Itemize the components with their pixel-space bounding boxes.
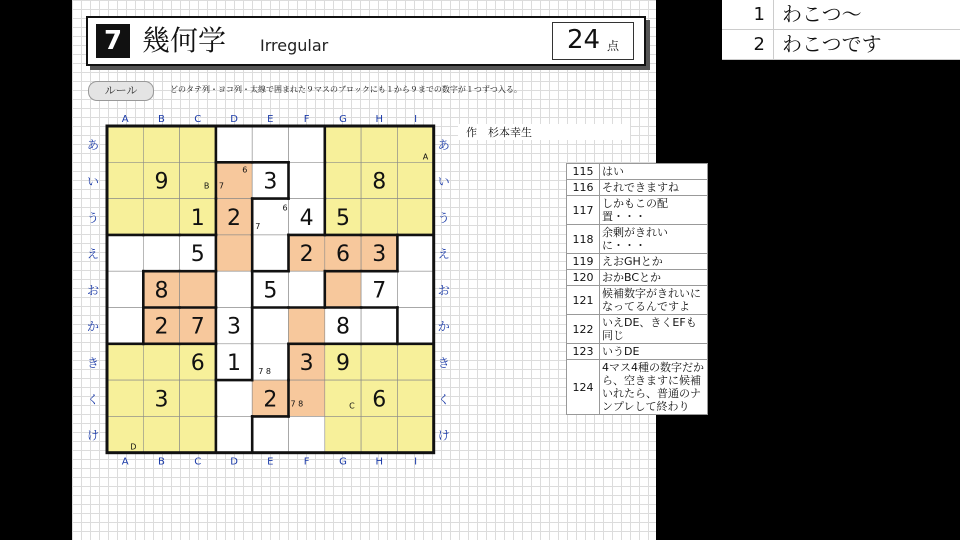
chat-row	[722, 0, 960, 30]
given-digit: 7	[372, 278, 387, 304]
log-text: 余剰がきれいに・・・	[600, 225, 708, 254]
given-digit: 3	[372, 242, 387, 268]
grid-cell[interactable]	[397, 271, 433, 307]
grid-cell[interactable]	[107, 199, 143, 235]
grid-cell[interactable]	[325, 162, 361, 198]
row-label: あ	[86, 138, 100, 153]
grid-cell[interactable]	[361, 308, 397, 344]
given-digit: 7	[190, 314, 205, 340]
grid-cell[interactable]	[180, 126, 216, 162]
column-label: C	[194, 114, 202, 125]
grid-cell[interactable]	[397, 126, 433, 162]
given-digit: 4	[299, 205, 314, 231]
column-label: I	[414, 114, 418, 125]
grid-cell[interactable]	[180, 416, 216, 452]
given-digit: 1	[190, 205, 205, 231]
log-row	[567, 180, 708, 196]
grid-cell[interactable]	[397, 308, 433, 344]
chat-text: わこつ～	[782, 2, 862, 26]
given-digit: 2	[263, 387, 278, 413]
given-digit: 5	[263, 278, 278, 304]
row-label: い	[86, 174, 100, 189]
log-row	[567, 315, 708, 344]
grid-cell[interactable]	[289, 126, 325, 162]
grid-cell[interactable]	[289, 162, 325, 198]
grid-cell[interactable]	[252, 126, 288, 162]
puzzle-number: 7	[96, 24, 130, 58]
log-row	[567, 225, 708, 254]
grid-cell[interactable]	[252, 416, 288, 452]
log-number: 117	[567, 196, 600, 225]
rule-text: どのタテ列・ヨコ列・太線で囲まれた９マスのブロックにも１から９までの数字が１つずつ入る。	[170, 85, 522, 94]
grid-cell[interactable]	[143, 416, 179, 452]
grid-cell[interactable]	[143, 344, 179, 380]
log-text: いうDE	[600, 344, 708, 360]
log-row	[567, 164, 708, 180]
given-digit: 8	[154, 278, 169, 304]
grid-cell[interactable]	[397, 344, 433, 380]
row-label: お	[86, 283, 100, 298]
corner-marker: C	[349, 401, 355, 411]
row-label: う	[437, 210, 450, 225]
log-text: はい	[600, 164, 708, 180]
grid-cell[interactable]	[325, 126, 361, 162]
log-number: 119	[567, 254, 600, 270]
given-digit: 1	[227, 350, 242, 376]
log-text: しかもこの配置・・・	[600, 196, 708, 225]
grid-cell[interactable]	[107, 380, 143, 416]
column-label: A	[121, 456, 129, 468]
grid-cell[interactable]	[252, 235, 288, 271]
column-label: D	[230, 456, 238, 468]
chat-number: 2	[722, 30, 774, 59]
column-label: E	[267, 114, 274, 125]
log-row	[567, 286, 708, 315]
grid-cell[interactable]	[216, 126, 252, 162]
author-credit: 作 杉本幸生	[458, 124, 630, 140]
grid-cell[interactable]	[107, 126, 143, 162]
row-label: え	[437, 247, 450, 262]
grid-cell[interactable]	[216, 380, 252, 416]
given-digit: 2	[154, 314, 169, 340]
corner-marker: B	[203, 181, 210, 191]
grid-cell[interactable]	[180, 162, 216, 198]
rule-tag: ルール	[88, 81, 154, 101]
chat-panel	[722, 0, 960, 60]
grid-cell[interactable]	[107, 271, 143, 307]
given-digit: 6	[372, 387, 387, 413]
column-label: B	[158, 456, 165, 468]
grid-cell[interactable]	[361, 416, 397, 452]
grid-cell[interactable]	[397, 380, 433, 416]
column-label: G	[339, 456, 347, 468]
row-label: う	[86, 210, 100, 225]
column-label: A	[121, 114, 129, 125]
grid-cell[interactable]	[180, 271, 216, 307]
column-label: I	[414, 456, 418, 468]
grid-cell[interactable]	[361, 126, 397, 162]
grid-cell[interactable]	[107, 416, 143, 452]
log-row	[567, 360, 708, 415]
row-label: か	[86, 319, 100, 334]
given-digit: 3	[154, 387, 169, 413]
log-text: いえDE、きくEFも同じ	[600, 315, 708, 344]
log-text: それできますね	[600, 180, 708, 196]
given-digit: 9	[154, 169, 169, 195]
column-label: G	[339, 114, 347, 125]
grid-cell[interactable]	[107, 308, 143, 344]
grid-cell[interactable]	[252, 308, 288, 344]
grid-cell[interactable]	[180, 380, 216, 416]
row-label: き	[86, 355, 100, 370]
grid-cell[interactable]	[143, 235, 179, 271]
grid-cell[interactable]	[143, 126, 179, 162]
row-label: き	[437, 355, 450, 370]
log-number: 121	[567, 286, 600, 315]
log-text: 4マス4種の数字だから、空きますに候補いれたら、普通のナンプレして終わり	[600, 360, 708, 415]
row-label: い	[437, 174, 450, 189]
pencil-note: 6	[242, 165, 248, 175]
given-digit: 3	[263, 169, 278, 195]
row-label: け	[86, 428, 100, 443]
grid-cell[interactable]	[107, 235, 143, 271]
grid-cell[interactable]	[289, 271, 325, 307]
pencil-note: 7 8	[290, 399, 304, 409]
column-label: E	[267, 456, 274, 468]
grid-cell[interactable]	[397, 199, 433, 235]
log-number: 120	[567, 270, 600, 286]
pencil-note: 6	[282, 203, 288, 213]
column-label: F	[303, 114, 310, 125]
pencil-note: 7 8	[258, 367, 271, 377]
given-digit: 6	[335, 242, 350, 268]
given-digit: 3	[227, 314, 242, 340]
log-number: 123	[567, 344, 600, 360]
column-label: H	[375, 456, 384, 468]
grid-cell[interactable]	[216, 235, 252, 271]
log-row	[567, 196, 708, 225]
log-number: 124	[567, 360, 600, 415]
log-text: 候補数字がきれいになってるんですよ	[600, 286, 708, 315]
grid-cell[interactable]	[397, 235, 433, 271]
row-label: け	[437, 428, 450, 443]
grid-cell[interactable]	[289, 416, 325, 452]
log-number: 122	[567, 315, 600, 344]
column-label: D	[230, 114, 238, 125]
log-number: 116	[567, 180, 600, 196]
grid-cell[interactable]	[361, 199, 397, 235]
puzzle-subtitle: Irregular	[260, 36, 329, 55]
given-digit: 9	[335, 350, 350, 376]
given-digit: 6	[190, 350, 205, 376]
column-label: F	[303, 456, 310, 468]
log-text: おかBCとか	[600, 270, 708, 286]
given-digit: 5	[190, 242, 205, 268]
grid-cell[interactable]	[107, 162, 143, 198]
column-label: H	[375, 114, 384, 125]
solution-log	[566, 163, 708, 415]
log-row	[567, 254, 708, 270]
given-digit: 8	[372, 169, 387, 195]
grid-cell[interactable]	[325, 271, 361, 307]
grid-cell[interactable]	[216, 416, 252, 452]
row-label: か	[437, 319, 450, 334]
row-label: え	[86, 247, 100, 262]
chat-text: わこつです	[782, 32, 882, 56]
given-digit: 2	[299, 242, 314, 268]
column-label: B	[158, 114, 165, 125]
log-number: 118	[567, 225, 600, 254]
grid-cell[interactable]	[397, 162, 433, 198]
given-digit: 8	[335, 314, 350, 340]
grid-cell[interactable]	[289, 380, 325, 416]
given-digit: 2	[227, 205, 242, 231]
row-label: お	[437, 283, 450, 298]
grid-cell[interactable]	[361, 344, 397, 380]
grid-cell[interactable]	[107, 344, 143, 380]
given-digit: 3	[299, 350, 314, 376]
grid-cell[interactable]	[289, 308, 325, 344]
puzzle-paper	[72, 0, 704, 540]
pencil-note: 7	[255, 221, 261, 231]
chat-row	[722, 30, 960, 60]
corner-marker: 7	[218, 181, 224, 191]
grid-cell[interactable]	[325, 380, 361, 416]
grid-cell[interactable]	[143, 199, 179, 235]
row-label: く	[86, 392, 100, 407]
log-row	[567, 270, 708, 286]
log-number: 115	[567, 164, 600, 180]
grid-cell[interactable]	[397, 416, 433, 452]
chat-number: 1	[722, 0, 774, 29]
log-row	[567, 344, 708, 360]
points-unit: 点	[607, 39, 620, 53]
log-text: えおGHとか	[600, 254, 708, 270]
column-label: C	[194, 456, 202, 468]
points-value: 24	[567, 25, 601, 55]
given-digit: 5	[335, 205, 350, 231]
corner-marker: A	[422, 152, 429, 162]
row-label: あ	[437, 138, 450, 153]
row-label: く	[437, 392, 450, 407]
grid-cell[interactable]	[216, 271, 252, 307]
corner-marker: D	[130, 442, 137, 452]
puzzle-title: 幾何学	[142, 24, 227, 57]
grid-cell[interactable]	[325, 416, 361, 452]
